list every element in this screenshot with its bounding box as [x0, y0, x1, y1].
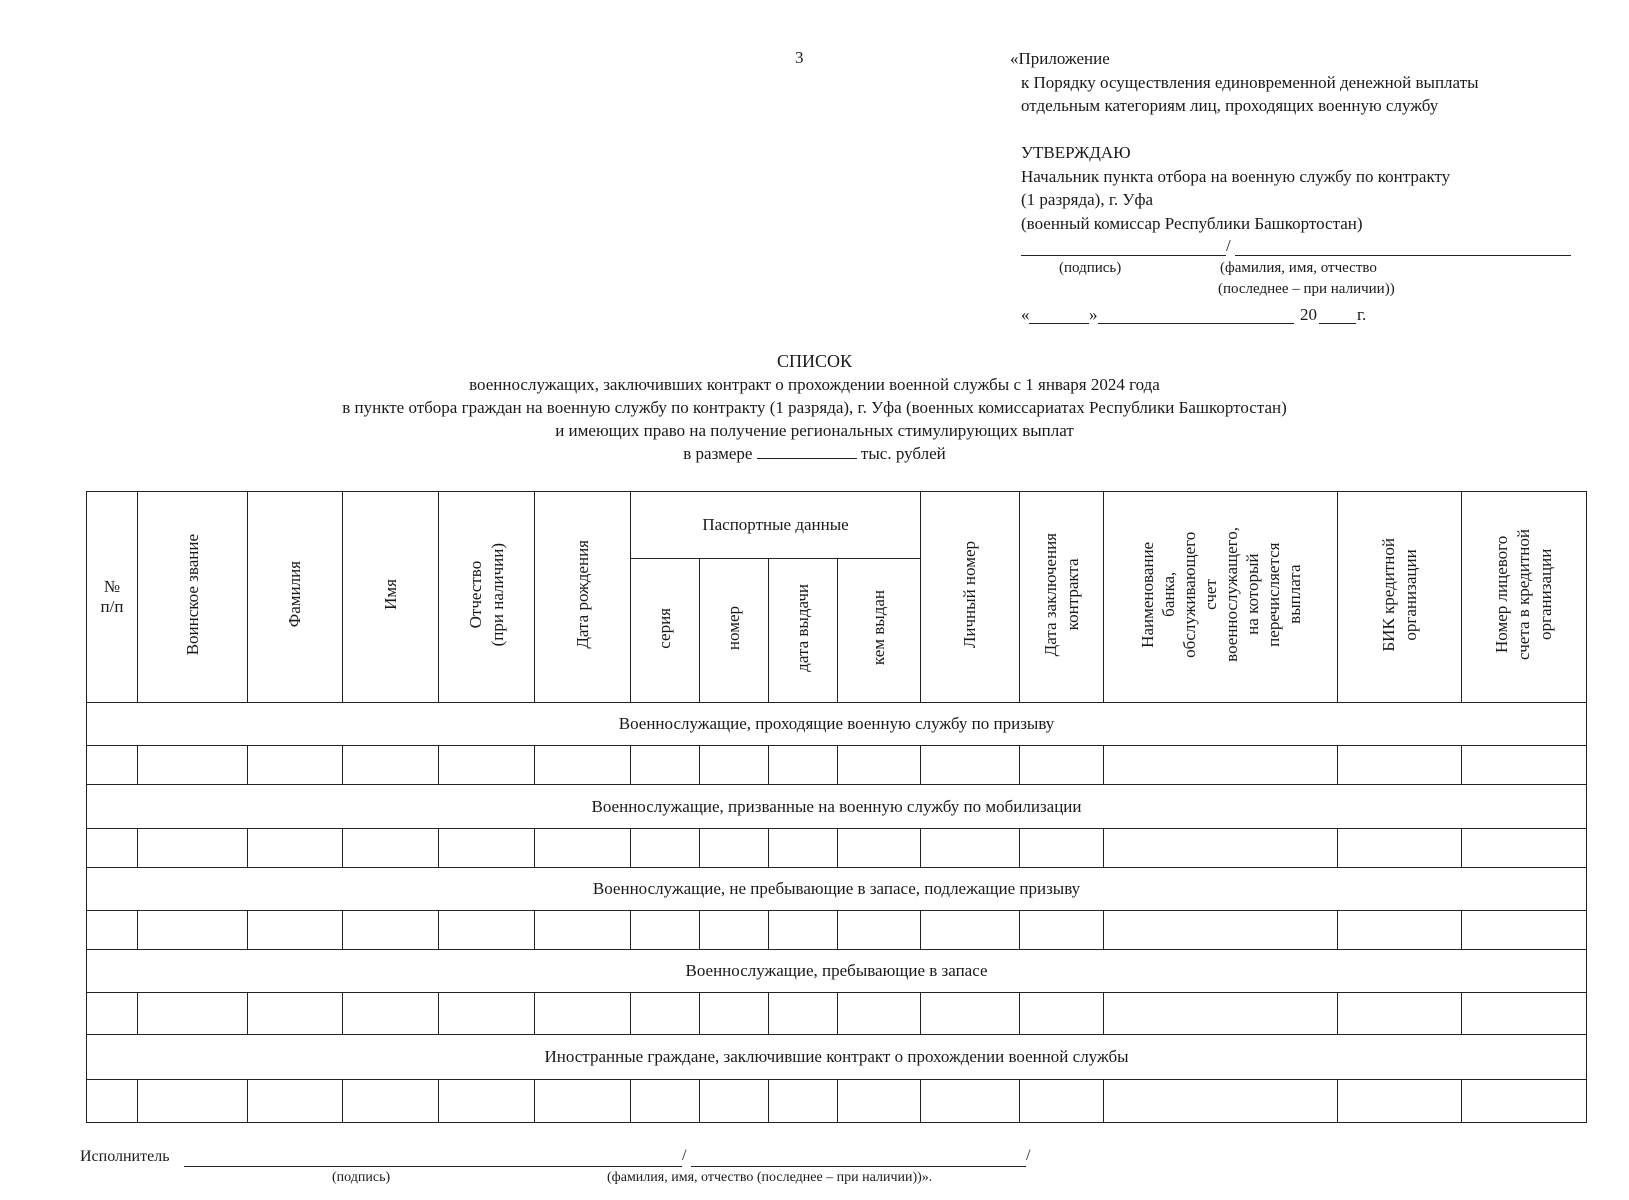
header-birth-date: Дата рождения — [535, 492, 631, 703]
table-row — [87, 829, 1587, 868]
header-issued-by: кем выдан — [838, 559, 921, 703]
section-title: Военнослужащие, призванные на военную службу по мобилизации — [87, 785, 1587, 829]
amount-suffix: тыс. рублей — [860, 444, 946, 463]
section-row — [87, 1035, 1587, 1080]
servicemen-table — [86, 491, 1587, 1123]
signature-caption: (подпись) — [1059, 260, 1122, 276]
footer-signature — [80, 1148, 1580, 1198]
signature-blank — [1021, 235, 1226, 256]
slash: / — [1026, 1147, 1031, 1164]
header-patronymic: Отчество (при наличии) — [439, 492, 535, 703]
executor-signature-blank — [184, 1148, 682, 1167]
header-name: Имя — [343, 492, 439, 703]
header-account: Номер лицевого счета в кредитной организации — [1462, 492, 1587, 703]
document-title — [0, 350, 1629, 465]
section-row — [87, 703, 1587, 746]
title-line: и имеющих право на получение региональных стимулирующих выплат — [555, 421, 1074, 440]
year-prefix: 20 — [1300, 305, 1317, 324]
title-line — [0, 442, 1629, 465]
year-blank — [1319, 303, 1356, 324]
quote-close: » — [1089, 305, 1098, 324]
section-title: Иностранные граждане, заключившие контракт о прохождении военной службы — [87, 1035, 1587, 1080]
page-number: 3 — [795, 48, 804, 67]
header-row — [87, 492, 1587, 559]
section-row — [87, 950, 1587, 993]
approval-position: Начальник пункта отбора на военную службу по контракту — [1021, 166, 1451, 186]
header-bank: Наименование банка, обслуживающего счет военнослужащего, на который перечисляется выплата — [1104, 492, 1338, 703]
header-rank: Воинское звание — [138, 492, 248, 703]
slash: / — [682, 1147, 687, 1164]
section-title: Военнослужащие, пребывающие в запасе — [87, 950, 1587, 993]
section-row — [87, 868, 1587, 911]
day-blank — [1029, 303, 1089, 324]
approval-block — [1021, 141, 1581, 327]
appendix-line: отдельным категориям лиц, проходящих военную службу — [1021, 96, 1439, 115]
title-main: СПИСОК — [776, 351, 852, 371]
appendix-line: к Порядку осуществления единовременной денежной выплаты — [1021, 72, 1479, 92]
appendix-title: «Приложение — [1010, 49, 1110, 68]
title-line: в пункте отбора граждан на военную службу по контракту (1 разряда), г. Уфа (военных комиссариатах Республики Башкортостан) — [342, 398, 1287, 417]
header-contract-date: Дата заключения контракта — [1020, 492, 1104, 703]
executor-name-blank — [691, 1148, 1026, 1167]
header-num: № п/п — [87, 492, 138, 703]
title-line: военнослужащих, заключивших контракт о прохождении военной службы с 1 января 2024 года — [469, 375, 1160, 394]
table-row — [87, 1080, 1587, 1123]
table-row — [87, 911, 1587, 950]
name-caption: (последнее – при наличии)) — [1218, 281, 1395, 297]
year-suffix: г. — [1357, 305, 1367, 324]
header-bik: БИК кредитной организации — [1338, 492, 1462, 703]
table-row — [87, 746, 1587, 785]
approval-heading: УТВЕРЖДАЮ — [1021, 143, 1131, 162]
quote-open: « — [1021, 305, 1030, 324]
header-surname: Фамилия — [248, 492, 343, 703]
amount-blank — [757, 442, 857, 459]
header-issue-date: дата выдачи — [769, 559, 838, 703]
name-caption: (фамилия, имя, отчество — [1220, 260, 1377, 276]
name-caption: (фамилия, имя, отчество (последнее – при наличии))». — [607, 1170, 933, 1185]
month-blank — [1098, 303, 1294, 324]
amount-prefix: в размере — [683, 444, 753, 463]
approval-position: (1 разряда), г. Уфа — [1021, 190, 1153, 209]
slash: / — [1226, 236, 1231, 255]
header-series: серия — [631, 559, 700, 703]
section-title: Военнослужащие, не пребывающие в запасе, подлежащие призыву — [87, 868, 1587, 911]
header-personal-number: Личный номер — [921, 492, 1020, 703]
signature-caption: (подпись) — [332, 1170, 391, 1185]
name-blank — [1235, 235, 1571, 256]
executor-label: Исполнитель — [80, 1148, 170, 1165]
header-passport: Паспортные данные — [631, 492, 921, 559]
table-row — [87, 993, 1587, 1035]
section-title: Военнослужащие, проходящие военную службу по призыву — [87, 703, 1587, 746]
approval-date-line — [1021, 303, 1581, 327]
approval-position: (военный комиссар Республики Башкортостан) — [1021, 213, 1363, 233]
appendix-block — [1010, 47, 1479, 118]
header-number: номер — [700, 559, 769, 703]
section-row — [87, 785, 1587, 829]
